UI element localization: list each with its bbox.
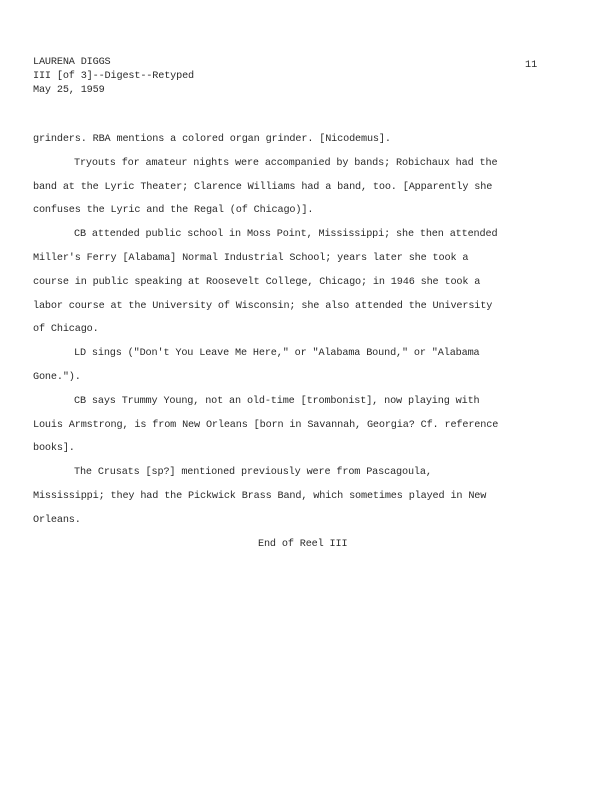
reel-description: III [of 3]--Digest--Retyped bbox=[33, 71, 195, 82]
paragraph: Tryouts for amateur nights were accompanied by bands; Robichaux had the band at the Lyric Theater; Clarence Williams had a band, too. [Apparently she confuses the Lyric and the Regal (of Chicago)]. bbox=[33, 157, 498, 217]
paragraph: LD sings ("Don't You Leave Me Here," or "Alabama Bound," or "Alabama Gone."). bbox=[33, 348, 480, 383]
document-header bbox=[33, 56, 194, 98]
paragraph: CB attended public school in Moss Point, Mississippi; she then attended Miller's Ferry [Alabama] Normal Industrial School; years later she took a course in public speaking at Roosevelt College, Chicago; in 1946 she took a labor course at the University of Wisconsin; she also attended the University of Chicago. bbox=[33, 229, 498, 336]
interviewee-name: LAURENA DIGGS bbox=[33, 57, 111, 68]
page-number: 11 bbox=[525, 60, 538, 71]
end-of-reel-marker: End of Reel III bbox=[258, 539, 348, 550]
paragraph: grinders. RBA mentions a colored organ grinder. [Nicodemus]. bbox=[33, 134, 391, 145]
paragraph: CB says Trummy Young, not an old-time [trombonist], now playing with Louis Armstrong, is from New Orleans [born in Savannah, Georgia? Cf. reference books]. bbox=[33, 395, 499, 455]
paragraph: The Crusats [sp?] mentioned previously were from Pascagoula, Mississippi; they had the Pickwick Brass Band, which sometimes played in New Orleans. bbox=[33, 467, 487, 526]
interview-date: May 25, 1959 bbox=[33, 85, 105, 96]
document-body bbox=[33, 128, 503, 533]
